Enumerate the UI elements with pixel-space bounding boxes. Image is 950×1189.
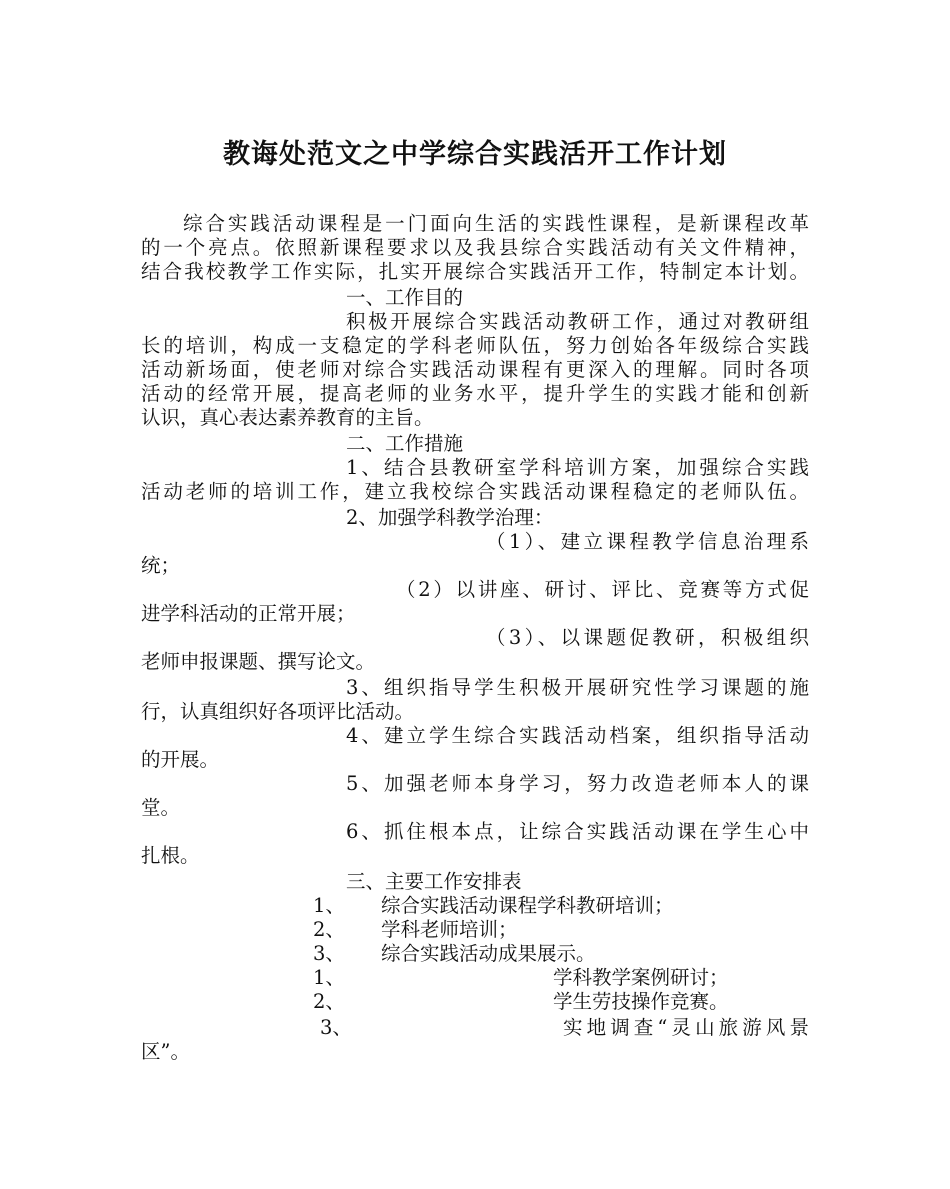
schedule-b-text-3: 实地调查“灵山旅游风景: [563, 1016, 809, 1039]
section3-heading: 三、主要工作安排表: [346, 870, 522, 893]
schedule-a-num-1: 1、: [313, 894, 345, 917]
section2-item1-line-1: 1、结合县教研室学科培训方案，加强综合实践: [346, 456, 809, 479]
schedule-b-text-3-cont: 区”。: [141, 1040, 190, 1063]
document-title: 教诲处范文之中学综合实践活开工作计划: [223, 139, 727, 170]
intro-line-2: 的一个亮点。依照新课程要求以及我县综合实践活动有关文件精神，: [141, 236, 809, 259]
schedule-a-text-3: 综合实践活动成果展示。: [381, 942, 596, 965]
section2-item3-line-1: 3、组织指导学生积极开展研究性学习课题的施: [346, 676, 809, 699]
schedule-a-text-2: 学科老师培训；: [381, 918, 518, 941]
section2-sub1-line-2: 统；: [141, 554, 181, 577]
schedule-b-num-2: 2、: [313, 990, 345, 1013]
section2-item1-line-2: 活动老师的培训工作，建立我校综合实践活动课程稳定的老师队伍。: [141, 480, 809, 503]
section2-item5-line-1: 5、加强老师本身学习，努力改造老师本人的课: [346, 772, 809, 795]
schedule-b-num-1: 1、: [313, 966, 345, 989]
section2-sub3-line-1: （3）、以课题促教研，积极组织: [486, 626, 809, 649]
section2-item5-line-2: 堂。: [141, 796, 181, 819]
schedule-a-num-3: 3、: [313, 942, 345, 965]
section1-line-1: 积极开展综合实践活动教研工作，通过对教研组: [346, 310, 809, 333]
section2-item2: 2、加强学科教学治理：: [346, 506, 554, 529]
section2-item3-line-2: 行，认真组织好各项评比活动。: [141, 700, 415, 723]
section1-line-5: 认识，真心表达素养教育的主旨。: [141, 406, 434, 429]
section2-sub1-line-1: （1）、建立课程教学信息治理系: [486, 530, 809, 553]
schedule-b-text-1: 学科教学案例研讨；: [553, 966, 729, 989]
intro-line-3: 结合我校教学工作实际，扎实开展综合实践活开工作，特制定本计划。: [141, 260, 809, 283]
schedule-a-text-1: 综合实践活动课程学科教研培训；: [381, 894, 674, 917]
schedule-b-text-2: 学生劳技操作竞赛。: [553, 990, 729, 1013]
section1-heading: 一、工作目的: [346, 286, 464, 309]
section2-sub3-line-2: 老师申报课题、撰写论文。: [141, 650, 376, 673]
section2-sub2-line-1: （2）以讲座、研讨、评比、竞赛等方式促: [396, 578, 809, 601]
section2-sub2-line-2: 进学科活动的正常开展；: [141, 602, 356, 625]
schedule-a-num-2: 2、: [313, 918, 345, 941]
section2-item6-line-1: 6、抓住根本点，让综合实践活动课在学生心中: [346, 820, 809, 843]
intro-line-1: 综合实践活动课程是一门面向生活的实践性课程，是新课程改革: [183, 212, 809, 235]
section1-line-4: 活动的经常开展，提高老师的业务水平，提升学生的实践才能和创新: [141, 382, 809, 405]
section2-item4-line-2: 的开展。: [141, 748, 220, 771]
schedule-b-num-3: 3、: [320, 1016, 352, 1039]
section1-line-2: 长的培训，构成一支稳定的学科老师队伍，努力创始各年级综合实践: [141, 334, 809, 357]
section2-item6-line-2: 扎根。: [141, 844, 200, 867]
section1-line-3: 活动新场面，使老师对综合实践活动课程有更深入的理解。同时各项: [141, 358, 809, 381]
section2-heading: 二、工作措施: [346, 432, 464, 455]
section2-item4-line-1: 4、建立学生综合实践活动档案，组织指导活动: [346, 724, 809, 747]
